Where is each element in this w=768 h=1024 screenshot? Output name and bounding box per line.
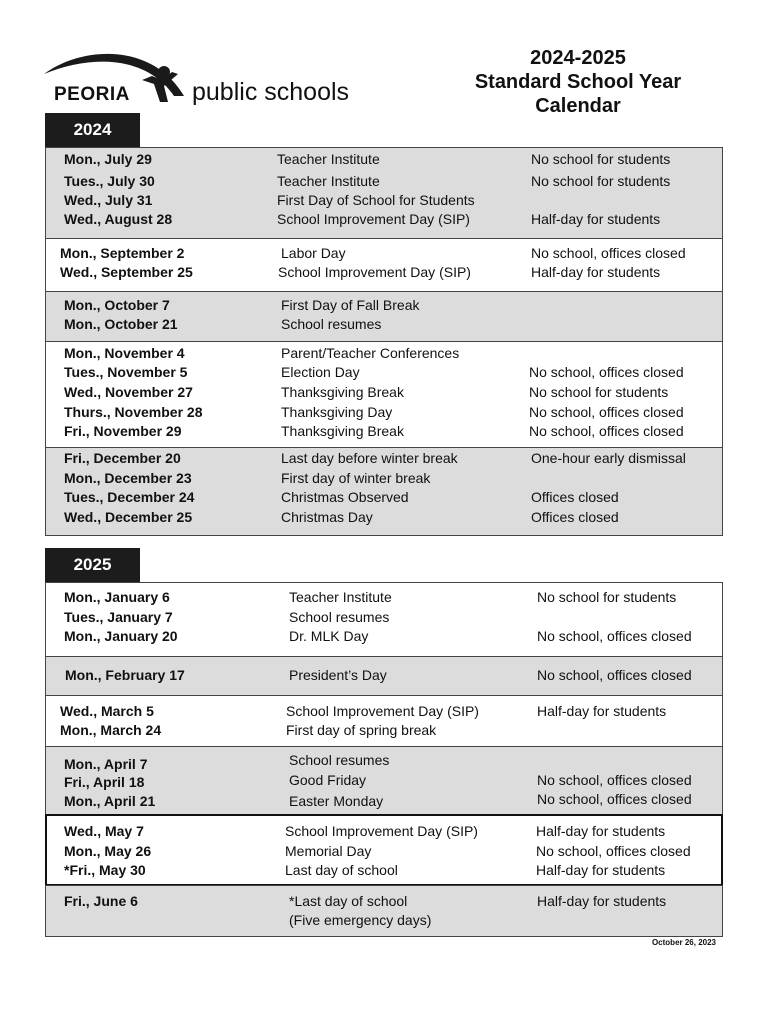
event-date: Fri., December 20 <box>64 450 181 466</box>
logo-public-schools-text: public schools <box>192 78 350 106</box>
event-date: Mon., November 4 <box>64 345 185 361</box>
event-date: Wed., July 31 <box>64 192 153 208</box>
event-name: School resumes <box>289 752 390 768</box>
event-name: Thanksgiving Day <box>281 404 393 420</box>
event-note: No school for students <box>537 589 677 605</box>
event-name: School Improvement Day (SIP) <box>285 823 478 839</box>
event-name: School Improvement Day (SIP) <box>286 703 479 719</box>
event-name: Teacher Institute <box>289 589 392 605</box>
event-name: *Last day of school <box>289 893 408 909</box>
event-name: Teacher Institute <box>277 151 380 167</box>
group-2025-june <box>45 885 723 937</box>
event-name: Good Friday <box>289 772 367 788</box>
event-date: Mon., January 6 <box>64 589 170 605</box>
event-name: Dr. MLK Day <box>289 628 369 644</box>
event-note: Offices closed <box>531 489 619 505</box>
group-2024-november <box>45 341 723 448</box>
event-date: Mon., February 17 <box>65 667 185 683</box>
event-date: Wed., December 25 <box>64 509 193 525</box>
event-date: Tues., July 30 <box>64 173 155 189</box>
event-note: No school for students <box>531 151 671 167</box>
event-note: Half-day for students <box>531 211 661 227</box>
page-title <box>440 46 716 118</box>
event-date: Mon., October 21 <box>64 316 178 332</box>
event-note: No school, offices closed <box>536 843 691 859</box>
event-name: Last day of school <box>285 862 398 878</box>
event-date: Wed., November 27 <box>64 384 193 400</box>
event-date: Mon., January 20 <box>64 628 178 644</box>
event-date: Mon., October 7 <box>64 297 170 313</box>
event-date: Thurs., November 28 <box>64 404 203 420</box>
event-name: Parent/Teacher Conferences <box>281 345 460 361</box>
event-name: School Improvement Day (SIP) <box>278 264 471 280</box>
event-note: No school for students <box>529 384 669 400</box>
event-name: School resumes <box>289 609 390 625</box>
event-date: Tues., November 5 <box>64 364 188 380</box>
event-name: Christmas Observed <box>281 489 409 505</box>
event-note: No school, offices closed <box>529 404 684 420</box>
event-note: No school, offices closed <box>531 245 686 261</box>
event-date: Wed., March 5 <box>60 703 154 719</box>
title-line-standard: Standard School Year <box>474 71 682 93</box>
logo-peoria-text: PEORIA <box>54 84 130 105</box>
event-note: No school, offices closed <box>529 364 684 380</box>
event-date: Mon., March 24 <box>60 722 162 738</box>
event-name: School Improvement Day (SIP) <box>277 211 470 227</box>
event-note: No school for students <box>531 173 671 189</box>
event-note: Half-day for students <box>537 893 667 909</box>
event-date: Mon., April 21 <box>64 793 156 809</box>
group-2025-april <box>45 746 723 815</box>
group-2024-september <box>45 238 723 292</box>
event-name: First day of winter break <box>281 470 431 486</box>
event-date: *Fri., May 30 <box>64 862 146 878</box>
group-2024-october <box>45 291 723 342</box>
event-date: Wed., September 25 <box>60 264 193 280</box>
event-note: No school, offices closed <box>537 628 692 644</box>
event-date: Mon., September 2 <box>60 245 185 261</box>
event-name: First Day of School for Students <box>277 192 475 208</box>
event-note: No school, offices closed <box>537 791 692 807</box>
group-2024-july-august <box>45 147 723 239</box>
event-name: Election Day <box>281 364 360 380</box>
group-2024-december <box>45 447 723 536</box>
year-tab-2024: 2024 <box>45 113 140 147</box>
event-name: Labor Day <box>281 245 346 261</box>
event-date: Mon., May 26 <box>64 843 152 859</box>
event-date: Wed., May 7 <box>64 823 144 839</box>
event-note: One-hour early dismissal <box>531 450 686 466</box>
event-note: No school, offices closed <box>537 772 692 788</box>
event-name: School resumes <box>281 316 382 332</box>
event-date: Mon., July 29 <box>64 151 152 167</box>
event-name: First day of spring break <box>286 722 437 738</box>
event-note: Half-day for students <box>536 823 666 839</box>
revision-date: October 26, 2023 <box>651 938 716 947</box>
group-2025-may <box>45 814 723 886</box>
event-name: Last day before winter break <box>281 450 458 466</box>
title-line-years: 2024-2025 <box>530 47 626 69</box>
title-line-calendar: Calendar <box>535 95 621 117</box>
year-tab-2025: 2025 <box>45 548 140 582</box>
event-note: Half-day for students <box>531 264 661 280</box>
event-note: Half-day for students <box>537 703 667 719</box>
event-name: First Day of Fall Break <box>281 297 420 313</box>
event-name: Easter Monday <box>289 793 384 809</box>
peoria-logo <box>42 44 352 114</box>
event-date: Fri., June 6 <box>64 893 138 909</box>
event-date: Mon., December 23 <box>64 470 192 486</box>
group-2025-february <box>45 656 723 696</box>
event-date: Mon., April 7 <box>64 756 148 772</box>
event-name: Memorial Day <box>285 843 372 859</box>
event-note: No school, offices closed <box>529 423 684 439</box>
event-name: Teacher Institute <box>277 173 380 189</box>
event-name: Thanksgiving Break <box>281 423 404 439</box>
event-date: Fri., November 29 <box>64 423 182 439</box>
event-note: No school, offices closed <box>537 667 692 683</box>
event-name: Thanksgiving Break <box>281 384 404 400</box>
event-date: Wed., August 28 <box>64 211 173 227</box>
event-note: Offices closed <box>531 509 619 525</box>
event-note: Half-day for students <box>536 862 666 878</box>
group-2025-march <box>45 695 723 747</box>
event-name: President’s Day <box>289 667 387 683</box>
event-date: Fri., April 18 <box>64 774 145 790</box>
event-date: Tues., December 24 <box>64 489 195 505</box>
group-2025-january <box>45 582 723 657</box>
event-name: Christmas Day <box>281 509 373 525</box>
event-name: (Five emergency days) <box>289 912 432 928</box>
event-date: Tues., January 7 <box>64 609 173 625</box>
